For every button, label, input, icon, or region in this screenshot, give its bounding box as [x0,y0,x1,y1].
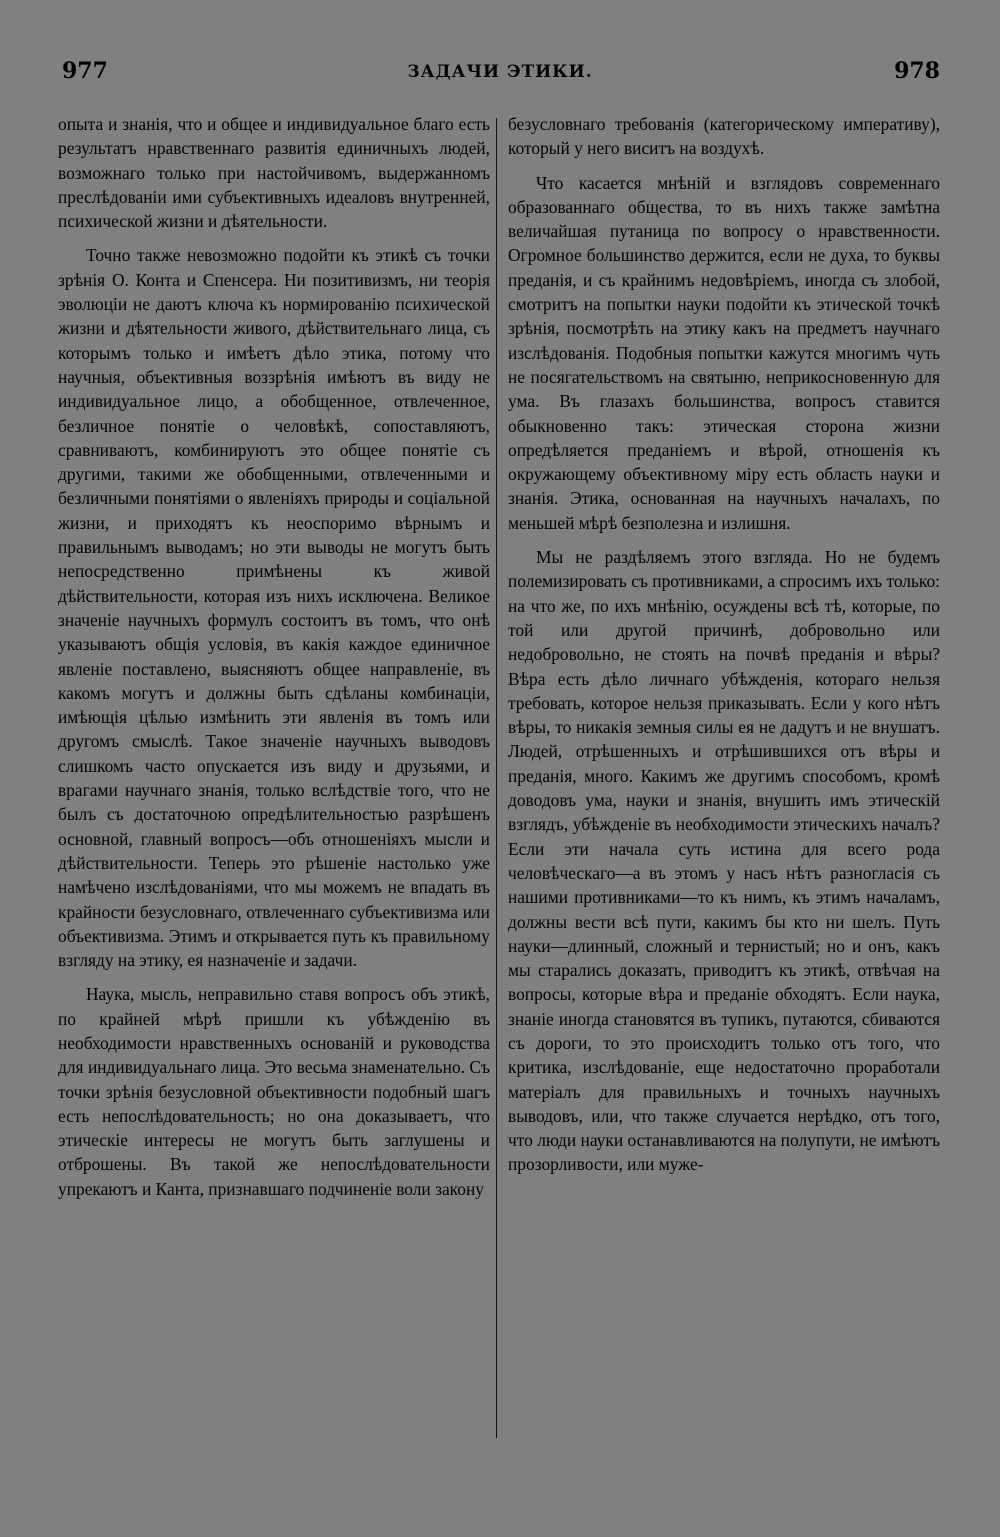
left-column [58,112,490,1211]
right-column [508,112,940,1187]
paragraph: Наука, мысль, неправильно ставя вопросъ объ этикѣ, по крайней мѣрѣ пришли къ убѣжденію въ необходимости нравственныхъ основаній и руководства для индивидуальнаго лица. Это весьма знаменательно. Съ точки зрѣнія безусловной объективности подобный шагъ есть непослѣдовательность; но она доказываетъ, что этическіе интересы не могутъ быть заглушены и отброшены. Въ такой же непослѣдовательности упрекаютъ и Канта, признавшаго подчиненіе воли закону [58,984,490,1199]
running-title: ЗАДАЧИ ЭТИКИ. [407,62,593,82]
column-divider [496,118,497,1438]
paragraph: Что касается мнѣній и взглядовъ современнаго образованнаго общества, то въ нихъ также замѣтна величайшая путаница по вопросу о нравственности. Огромное большинство держится, если не духа, то буквы преданія, и съ крайнимъ недовѣріемъ, иногда съ злобой, смотритъ на попытки науки подойти къ этической точкѣ зрѣнія, посмотрѣть на этику какъ на предметъ научнаго изслѣдованія. Подобныя попытки кажутся многимъ чуть не посягательствомъ на святыню, неприкосновенную для ума. Въ глазахъ большинства, вопросъ ставится обыкновенно такъ: этическая сторона жизни опредѣляется преданіемъ и вѣрой, отношенія къ окружающему объективному міру есть область науки и знанія. Этика, основанная на научныхъ началахъ, по меньшей мѣрѣ безполезна и излишня. [508,172,940,533]
paragraph: опыта и знанія, что и общее и индивидуальное благо есть результатъ нравственнаго развитія единичныхъ людей, возможнаго только при настойчивомъ, выдержанномъ преслѣдованіи ими субъективныхъ идеаловъ внутренней, психической жизни и дѣятельности. [58,114,490,232]
page-number-left: 977 [62,58,108,84]
paragraph: безусловнаго требованія (категорическому императиву), который у него виситъ на воздухѣ. [508,114,940,159]
page-header [0,58,1000,92]
page-number-right: 978 [894,58,940,84]
paragraph: Точно также невозможно подойти къ этикѣ съ точки зрѣнія О. Конта и Спенсера. Ни позитивизмъ, ни теорія эволюціи не даютъ ключа къ нормированію психической жизни и дѣятельности живого, дѣйствительнаго лица, съ которымъ только и имѣетъ дѣло этика, потому что научныя, объективныя воззрѣнія имѣютъ въ виду не индивидуальное лицо, а обобщенное, отвлеченное, безличное понятіе о человѣкѣ, сопоставляютъ, сравниваютъ, комбинируютъ это общее понятіе съ другими, такими же обобщенными, отвлеченными и безличными понятіями о явленіяхъ природы и соціальной жизни, и приходятъ къ неоспоримо вѣрнымъ и правильнымъ выводамъ; но эти выводы не могутъ быть непосредственно примѣнены къ живой дѣйствительности, которая изъ нихъ исключена. Великое значеніе научныхъ формулъ состоитъ въ томъ, что онѣ указываютъ общія условія, въ какія каждое единичное явленіе поставлено, выясняютъ общее направленіе, въ какомъ могутъ и должны быть сдѣланы комбинаціи, имѣющія цѣлью измѣнить эти явленія въ томъ или другомъ смыслѣ. Такое значеніе научныхъ выводовъ слишкомъ часто опускается изъ виду и друзьями, и врагами научнаго знанія, только вслѣдствіе того, что не былъ съ достаточною опредѣлительностью разрѣшенъ основной, главный вопросъ—объ отношеніяхъ мысли и дѣйствительности. Теперь это рѣшеніе настолько уже намѣчено изслѣдованіями, что мы можемъ не впадать въ крайности безусловнаго, отвлеченнаго субъективизма или объективизма. Этимъ и открывается путь къ правильному взгляду на этику, ея назначеніе и задачи. [58,245,490,971]
paragraph: Мы не раздѣляемъ этого взгляда. Но не будемъ полемизировать съ противниками, а спросимъ ихъ только: на что же, по ихъ мнѣнію, осуждены всѣ тѣ, которые, по той или другой причинѣ, добровольно или недобровольно, не стоять на почвѣ преданія и вѣры? Вѣра есть дѣло личнаго убѣжденія, котораго нельзя требовать, которое нельзя приказывать. Если у кого нѣтъ вѣры, то никакія земныя силы ея не дадутъ и не внушатъ. Людей, отрѣшенныхъ и отрѣшившихся отъ вѣры и преданія, много. Какимъ же другимъ способомъ, кромѣ доводовъ ума, науки и знанія, внушить имъ этическій взглядъ, убѣжденіе въ необходимости этическихъ началъ? Если эти начала суть истина для всего рода человѣческаго—а въ этомъ у насъ нѣтъ разногласія съ нашими противниками—то къ нимъ, къ этимъ началамъ, должны вести всѣ пути, какимъ бы кто ни шелъ. Путь науки—длинный, сложный и тернистый; но и онъ, какъ мы старались доказать, приводитъ къ этикѣ, отвѣчая на вопросы, которые вѣра и преданіе обходятъ. Если наука, знаніе иногда становятся въ тупикъ, путаются, сбиваются съ дороги, то это происходитъ только отъ того, что критика, изслѣдованіе, еще недостаточно проработали матеріалъ для правильныхъ и точныхъ научныхъ выводовъ, или, что также случается нерѣдко, отъ того, что люди науки останавливаются на полупути, не имѣютъ прозорливости, или муже- [508,547,940,1175]
